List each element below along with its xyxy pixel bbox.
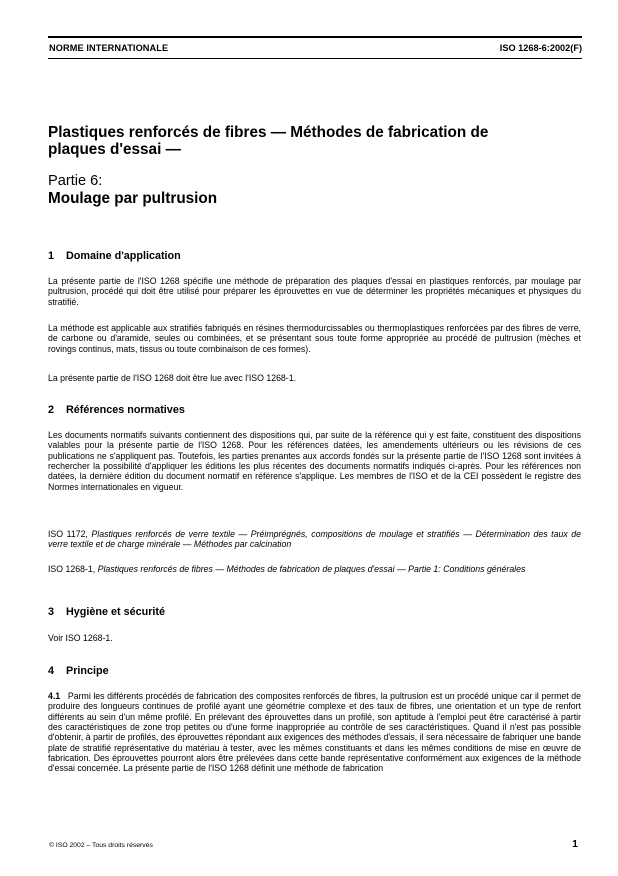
header-standard-number: ISO 1268-6:2002(F)	[499, 43, 582, 53]
section-title: Hygiène et sécurité	[66, 606, 166, 618]
normative-reference-1	[48, 529, 581, 550]
reference-code: ISO 1172,	[48, 529, 88, 539]
part-number: Partie 6:	[48, 173, 103, 189]
reference-title: Plastiques renforcés de verre textile — Préimprégnés, compositions de moulage et stratifiés — Détermination des taux de verre textile et de charge minérale — Méthodes par calcination	[48, 529, 581, 550]
document-title	[48, 124, 568, 158]
paragraph: Les documents normatifs suivants contiennent des dispositions qui, par suite de la référence qui y est faite, constituent des dispositions valables pour la présente partie de l'ISO 1268. Pour les références datées, les amendements ultérieurs ou les révisions de ces publications ne s'appliquent pas. Toutefois, les parties prenantes aux accords fondés sur la présente partie de l'ISO 1268 sont invitées à rechercher la possibilité d'appliquer les éditions les plus récentes des documents normatifs indiqués ci-après. Pour les références non datées, la dernière édition du document normatif en référence s'applique. Les membres de l'ISO et de la CEI possèdent le registre des Normes internationales en vigueur.	[48, 430, 581, 492]
section-heading-2	[48, 404, 185, 416]
paragraph: La méthode est applicable aux stratifiés fabriqués en résines thermodurcissables ou thermoplastiques renforcées par des fibres de verre, de carbone ou d'aramide, seules ou combinées, et se présentant sous toute forme appropriée au procédé de pultrusion (mèches et rovings continus, mats, tissus ou toute combinaison de ces formes).	[48, 323, 581, 354]
reference-code: ISO 1268-1,	[48, 564, 96, 574]
page-number: 1	[572, 838, 578, 850]
paragraph: La présente partie de l'ISO 1268 spécifie une méthode de préparation des plaques d'essai en plastiques renforcés, par moulage par pultrusion, procédé qui doit être utilisé pour préparer les éprouvettes en vue de déterminer les propriétés mécaniques et physiques du stratifié.	[48, 276, 581, 307]
paragraph: Parmi les différents procédés de fabrication des composites renforcés de fibres, la pultrusion est un procédé unique car il permet de produire des longueurs continues de profilé ayant une géométrie complexe et des taux de fibres, une orientation et un type de renfort différents au sein d'un même profilé. En prélevant des éprouvettes dans un profilé, son aptitude à l'emploi peut être caractérisé à partir des caractéristiques de zone trop petites ou d'une forme inappropriée au contrôle de ses caractéristiques. Quand il n'est pas possible d'obtenir, à partir de profilés, des éprouvettes répondant aux exigences des méthodes d'essais, il sera nécessaire de fabriquer une bande plate de stratifié représentative du matériau à tester, avec les mêmes constituants et dans les mêmes conditions de mise en œuvre de fabrication. Des éprouvettes pourront alors être prélevées dans cette bande représentative conformément aux exigences de la méthode d'essai concernée. La présente partie de l'ISO 1268 définit une méthode de fabrication	[48, 691, 581, 774]
section-number: 3	[48, 606, 55, 618]
paragraph: La présente partie de l'ISO 1268 doit être lue avec l'ISO 1268-1.	[48, 373, 297, 383]
footer-copyright: © ISO 2002 – Tous droits réservés	[49, 842, 153, 849]
section-heading-4	[48, 665, 109, 677]
reference-title: Plastiques renforcés de fibres — Méthodes de fabrication de plaques d'essai — Partie 1: Conditions générales	[97, 564, 526, 574]
subclause-number: 4.1	[48, 691, 61, 701]
section-number: 1	[48, 250, 55, 262]
section-number: 2	[48, 404, 55, 416]
section-heading-1	[48, 250, 181, 262]
subclause-4-1	[48, 691, 581, 774]
header-top-rule	[48, 36, 582, 38]
section-title: Principe	[66, 665, 109, 677]
title-line-1: Plastiques renforcés de fibres — Méthodes de fabrication de	[48, 124, 489, 141]
header-document-type: NORME INTERNATIONALE	[49, 43, 169, 53]
title-line-2: plaques d'essai —	[48, 141, 181, 158]
header-bottom-rule	[48, 58, 582, 59]
section-heading-3	[48, 606, 165, 618]
paragraph: Voir ISO 1268-1.	[48, 633, 113, 643]
section-title: Domaine d'application	[66, 250, 181, 262]
section-title: Références normatives	[66, 404, 185, 416]
part-title: Moulage par pultrusion	[48, 190, 218, 207]
section-number: 4	[48, 665, 55, 677]
normative-reference-2	[48, 564, 581, 574]
